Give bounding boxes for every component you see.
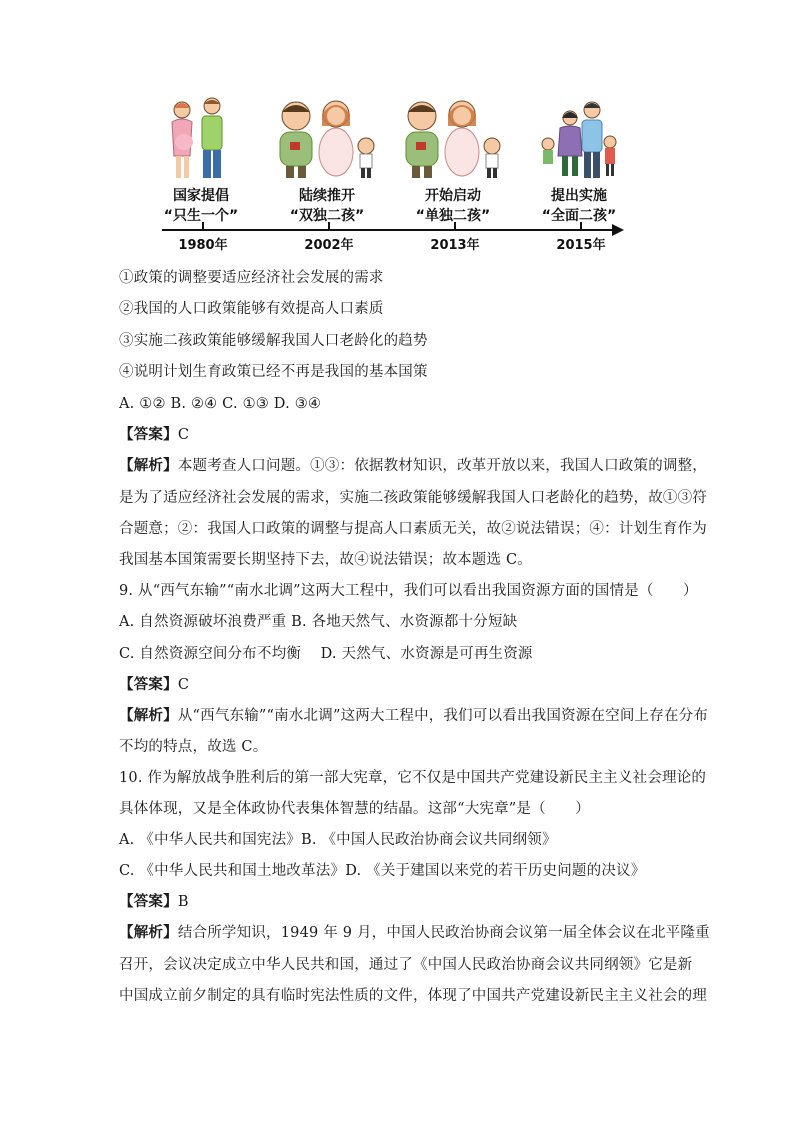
analysis-text: 结合所学知识，1949 年 9 月，中国人民政治协商会议第一届全体会议在北平隆重	[177, 925, 710, 941]
q10-analysis-line-3: 中国成立前夕制定的具有临时宪法性质的文件，体现了中国共产党建设新民主主义社会的理	[119, 988, 707, 1004]
family-illustration	[524, 96, 634, 182]
timeline-caption-1: 陆续推开	[299, 188, 355, 204]
q8-analysis-line-2: 是为了适应经济社会发展的需求，实施二孩政策能够缓解我国人口老龄化的趋势，故①③符	[119, 490, 707, 506]
answer-value: B	[177, 894, 189, 910]
answer-tag: 【答案】	[119, 427, 178, 443]
q8-choices: A. ①② B. ②④ C. ①③ D. ③④	[119, 396, 322, 412]
analysis-text: 从“西气东输”“南水北调”这两大工程中，我们可以看出我国资源在空间上存在分布	[177, 708, 709, 724]
timeline-tick	[328, 222, 330, 230]
timeline-caption-2: “单独二孩”	[415, 208, 491, 224]
q10-stem-1: 10. 作为解放战争胜利后的第一部大宪章，它不仅是中国共产党建设新民主主义社会理论的	[119, 770, 707, 786]
family-two-children-illustration	[272, 96, 382, 182]
timeline-axis	[162, 229, 614, 231]
q10-analysis-line-1	[119, 922, 710, 944]
q10-choices-2: C. 《中华人民共和国土地改革法》D. 《关于建国以来党的若干历史问题的决议》	[119, 863, 646, 879]
timeline-year: 2015年	[556, 238, 606, 253]
q9-analysis-line-2: 不均的特点，故选 C。	[119, 739, 268, 755]
timeline-year: 1980年	[178, 238, 228, 253]
analysis-tag: 【解析】	[119, 458, 178, 474]
q8-analysis-line-4: 我国基本国策需要长期坚持下去，故④说法错误；故本题选 C。	[119, 552, 533, 568]
q10-stem-2: 具体体现，又是全体政协代表集体智慧的结晶。这部“大宪章”是（ ）	[119, 801, 590, 817]
q8-option-1: ①政策的调整要适应经济社会发展的需求	[119, 270, 384, 286]
timeline-caption-1: 国家提倡	[173, 188, 229, 204]
q8-analysis-line-3: 合题意；②：我国人口政策的调整与提高人口素质无关，故②说法错误；④：计划生育作为	[119, 521, 707, 537]
timeline-event-1980	[146, 96, 256, 226]
q9-analysis-line-1	[119, 705, 708, 727]
answer-value: C	[177, 677, 190, 693]
timeline-event-2015	[524, 96, 634, 226]
timeline-tick	[580, 222, 582, 230]
timeline-caption-2: “只生一个”	[163, 208, 239, 224]
timeline-year: 2002年	[304, 238, 354, 253]
q8-option-2: ②我国的人口政策能够有效提高人口素质	[119, 301, 384, 317]
analysis-tag: 【解析】	[119, 925, 178, 941]
q8-option-4: ④说明计划生育政策已经不再是我国的基本国策	[119, 364, 428, 380]
timeline-caption-2: “双独二孩”	[289, 208, 365, 224]
timeline-tick	[454, 222, 456, 230]
q10-analysis-line-2: 召开，会议决定成立中华人民共和国，通过了《中国人民政治协商会议共同纲领》它是新	[119, 957, 693, 973]
q10-answer	[119, 891, 189, 913]
q9-stem: 9. 从“西气东输”“南水北调”这两大工程中，我们可以看出我国资源方面的国情是（ ）	[119, 583, 698, 599]
q8-option-3: ③实施二孩政策能够缓解我国人口老龄化的趋势	[119, 333, 428, 349]
policy-timeline-figure	[150, 96, 630, 256]
q8-analysis-line-1	[119, 455, 707, 477]
q9-choices-1: A. 自然资源破坏浪费严重 B. 各地天然气、水资源都十分短缺	[119, 614, 518, 630]
timeline-event-2013	[398, 96, 508, 226]
family-two-children-illustration	[398, 96, 508, 182]
q8-answer	[119, 424, 189, 446]
answer-tag: 【答案】	[119, 894, 178, 910]
q9-choices-2: C. 自然资源空间分布不均衡 D. 天然气、水资源是可再生资源	[119, 646, 533, 662]
analysis-tag: 【解析】	[119, 708, 178, 724]
timeline-tick	[202, 222, 204, 230]
timeline-year: 2013年	[430, 238, 480, 253]
couple-illustration	[146, 96, 256, 182]
timeline-caption-1: 开始启动	[425, 188, 481, 204]
answer-tag: 【答案】	[119, 677, 178, 693]
timeline-caption-1: 提出实施	[551, 188, 607, 204]
q9-answer	[119, 674, 189, 696]
analysis-text: 本题考查人口问题。①③：依据教材知识，改革开放以来，我国人口政策的调整，	[177, 458, 708, 474]
timeline-event-2002	[272, 96, 382, 226]
timeline-caption-2: “全面二孩”	[541, 208, 617, 224]
q10-choices-1: A. 《中华人民共和国宪法》B. 《中国人民政治协商会议共同纲领》	[119, 832, 557, 848]
answer-value: C	[177, 427, 190, 443]
